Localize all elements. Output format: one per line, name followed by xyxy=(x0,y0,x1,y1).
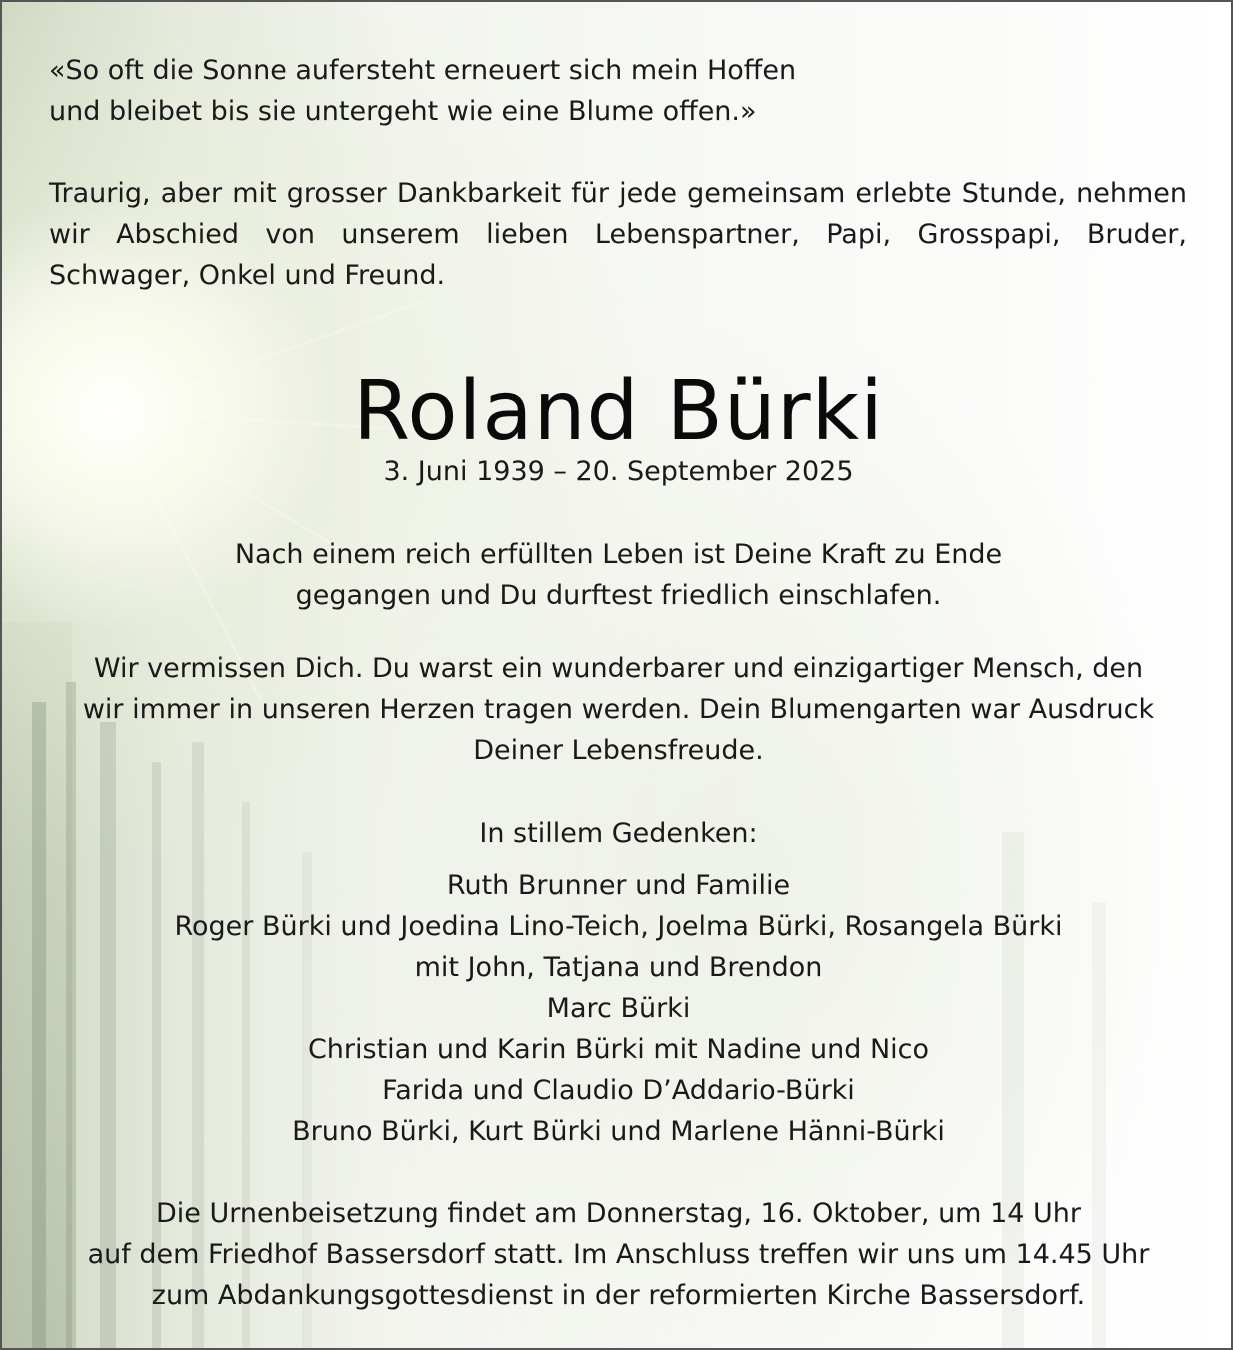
funeral-details xyxy=(42,1193,1195,1316)
remembrance-line-3: Deiner Lebensfreude. xyxy=(473,735,764,766)
mourner-line: Marc Bürki xyxy=(546,993,691,1024)
mourner-line: mit John, Tatjana und Brendon xyxy=(414,952,823,983)
funeral-line-2: auf dem Friedhof Bassersdorf statt. Im Anschluss treffen wir uns um 14.45 Uhr xyxy=(87,1239,1150,1270)
farewell-line-1: Nach einem reich erfüllten Leben ist Deine Kraft zu Ende xyxy=(234,539,1003,570)
quote-line-2: und bleibet bis sie untergeht wie eine Blume offen.» xyxy=(49,96,757,127)
mourner-line: Farida und Claudio D’Addario-Bürki xyxy=(382,1075,855,1106)
mourner-line: Ruth Brunner und Familie xyxy=(446,870,791,901)
funeral-line-1: Die Urnenbeisetzung findet am Donnerstag, 16. Oktober, um 14 Uhr xyxy=(155,1198,1081,1229)
remembrance-line-1: Wir vermissen Dich. Du warst ein wunderbarer und einzigartiger Mensch, den xyxy=(93,653,1144,684)
mourner-line: Roger Bürki und Joedina Lino-Teich, Joelma Bürki, Rosangela Bürki xyxy=(174,911,1063,942)
quote-line-1: «So oft die Sonne aufersteht erneuert sich mein Hoffen xyxy=(49,55,797,86)
obituary-content xyxy=(2,2,1233,1350)
remembrance-paragraph xyxy=(42,648,1195,771)
farewell-line-2: gegangen und Du durftest friedlich einschlafen. xyxy=(295,580,942,611)
mourner-line: Bruno Bürki, Kurt Bürki und Marlene Hänni-Bürki xyxy=(292,1116,945,1147)
intro-paragraph: Traurig, aber mit grosser Dankbarkeit für jede gemeinsam erlebte Stunde, nehmen wir Abschied von unserem lieben Lebenspartner, Papi, Grosspapi, Bruder, Schwager, Onkel und Freund. xyxy=(49,178,1187,291)
memory-heading: In stillem Gedenken: xyxy=(479,818,758,849)
mourners-list xyxy=(42,865,1195,1152)
farewell-paragraph xyxy=(42,534,1195,616)
remembrance-line-2: wir immer in unseren Herzen tragen werden. Dein Blumengarten war Ausdruck xyxy=(82,694,1155,725)
deceased-name: Roland Bürki xyxy=(353,364,884,459)
opening-quote xyxy=(49,50,949,132)
mourner-line: Christian und Karin Bürki mit Nadine und Nico xyxy=(307,1034,930,1065)
life-dates: 3. Juni 1939 – 20. September 2025 xyxy=(383,456,854,487)
funeral-line-3: zum Abdankungsgottesdienst in der reformierten Kirche Bassersdorf. xyxy=(151,1280,1086,1311)
